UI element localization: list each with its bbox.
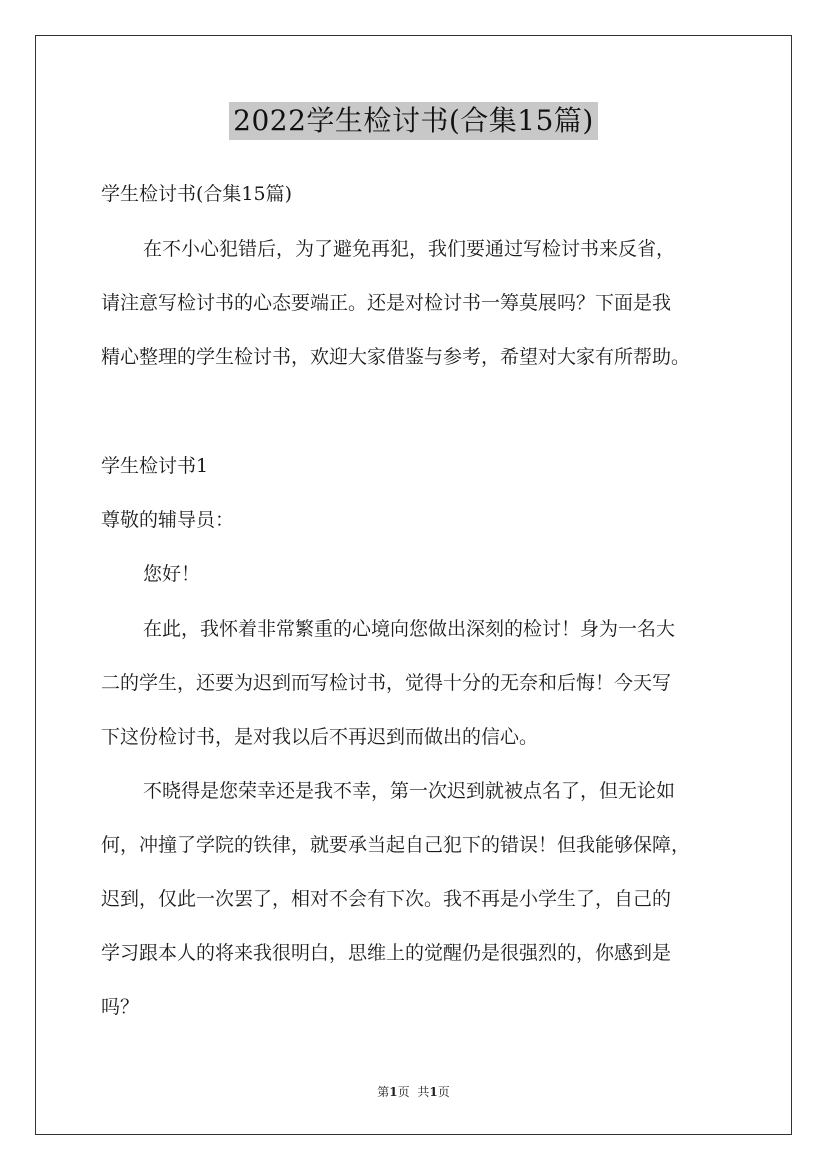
document-title: 2022学生检讨书(合集15篇) [229,102,598,140]
paragraph-line: 学习跟本人的将来我很明白，思维上的觉醒仍是很强烈的，你感到是 [101,942,672,964]
paragraph-line: 在此，我怀着非常繁重的心境向您做出深刻的检讨！身为一名大 [143,618,676,640]
paragraph-line: 迟到，仅此一次罢了，相对不会有下次。我不再是小学生了，自己的 [101,888,672,910]
intro-line: 请注意写检讨书的心态要端正。还是对检讨书一筹莫展吗？下面是我 [101,292,672,314]
greeting: 您好！ [143,563,201,585]
page-number: 1 [389,1085,398,1099]
total-pages: 1 [429,1085,438,1099]
paragraph-line: 何，冲撞了学院的铁律，就要承当起自己犯下的错误！但我能够保障， [101,834,691,856]
salutation: 尊敬的辅导员： [101,509,235,531]
title-container [0,102,827,140]
page-suffix: 页 [397,1085,410,1099]
total-suffix: 页 [437,1085,450,1099]
page-prefix: 第 [377,1085,390,1099]
paragraph-line: 吗？ [101,996,140,1018]
page-footer [0,1083,827,1100]
total-prefix: 共 [417,1085,430,1099]
intro-line: 在不小心犯错后，为了避免再犯，我们要通过写检讨书来反省， [143,238,676,260]
document-subtitle: 学生检讨书(合集15篇) [101,183,293,205]
intro-line: 精心整理的学生检讨书，欢迎大家借鉴与参考，希望对大家有所帮助。 [101,346,691,368]
section-heading: 学生检讨书1 [101,455,209,477]
paragraph-line: 下这份检讨书，是对我以后不再迟到而做出的信心。 [101,726,539,748]
paragraph-line: 不晓得是您荣幸还是我不幸，第一次迟到就被点名了，但无论如 [143,780,676,802]
paragraph-line: 二的学生，还要为迟到而写检讨书，觉得十分的无奈和后悔！今天写 [101,672,672,694]
